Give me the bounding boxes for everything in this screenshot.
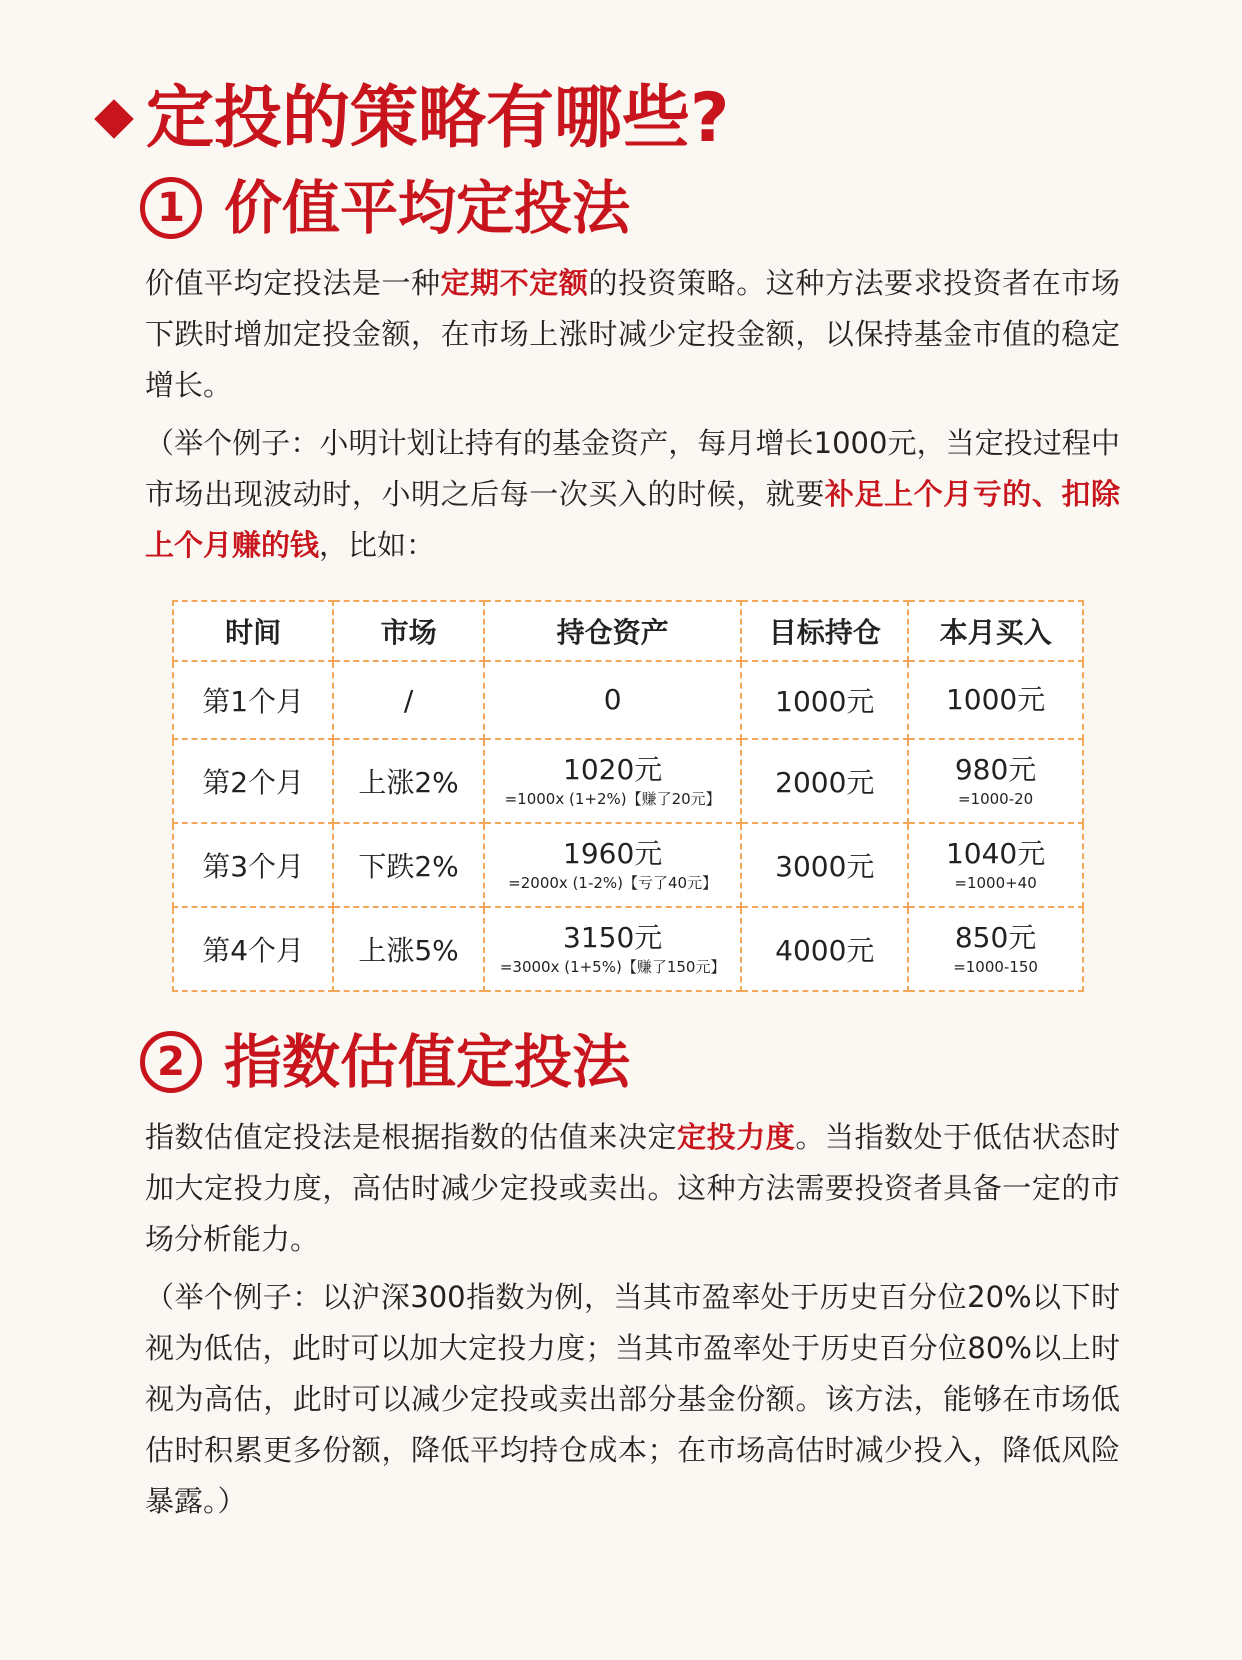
cell-time: 第3个月 <box>173 823 333 907</box>
cell-buy <box>908 823 1083 907</box>
section-2-example <box>145 1272 1120 1527</box>
buy-note: =1000+40 <box>954 874 1037 892</box>
section-1-example <box>145 418 1120 571</box>
buy-value: 980元 <box>954 753 1037 786</box>
page-title-text: 定投的策略有哪些? <box>146 79 730 158</box>
body-text: （举个例子：小明计划让持有的基金资产，每月增长1000元，当定投过程中市场出现波动时，小明之后每一次买入的时候，就要 <box>145 426 1120 511</box>
cell-target: 4000元 <box>741 907 908 991</box>
holding-note: =3000x (1+5%)【赚了150元】 <box>499 958 726 976</box>
cell-market: 下跌2% <box>333 823 484 907</box>
cell-target: 3000元 <box>741 823 908 907</box>
cell-time: 第1个月 <box>173 661 333 739</box>
buy-value: 1040元 <box>945 837 1046 870</box>
cell-market: / <box>333 661 484 739</box>
holding-value: 0 <box>603 683 622 716</box>
buy-note: =1000-150 <box>953 958 1038 976</box>
section-2-description <box>145 1112 1120 1265</box>
body-text: 。当指数处于低估状态时加大定投力度，高估时减少定投或卖出。这种方法需要投资者具备一定的市场分析能力。 <box>145 1120 1120 1256</box>
cell-holding <box>484 739 742 823</box>
section-1-title-text: 价值平均定投法 <box>224 174 631 242</box>
cell-time: 第4个月 <box>173 907 333 991</box>
value-averaging-table <box>172 600 1084 992</box>
body-text: 的投资策略。这种方法要求投资者在市场下跌时增加定投金额，在市场上涨时减少定投金额，以保持基金市值的稳定增长。 <box>145 266 1120 402</box>
body-text: 指数估值定投法是根据指数的估值来决定 <box>145 1120 678 1154</box>
header-buy: 本月买入 <box>908 601 1083 661</box>
header-holding: 持仓资产 <box>484 601 742 661</box>
page-title <box>94 74 729 164</box>
table-row <box>173 661 1083 739</box>
highlight-text: 定期不定额 <box>440 266 589 300</box>
cell-time: 第2个月 <box>173 739 333 823</box>
holding-value: 1960元 <box>563 837 663 870</box>
table-row <box>173 823 1083 907</box>
buy-value: 1000元 <box>945 683 1046 716</box>
body-text: ，比如： <box>319 528 436 562</box>
cell-holding <box>484 661 742 739</box>
header-market: 市场 <box>333 601 484 661</box>
section-2-title-text: 指数估值定投法 <box>224 1028 631 1096</box>
holding-note: =1000x (1+2%)【赚了20元】 <box>504 790 721 808</box>
highlight-text: 定投力度 <box>677 1120 796 1154</box>
buy-value: 850元 <box>954 921 1037 954</box>
body-text: 价值平均定投法是一种 <box>145 266 441 300</box>
cell-holding <box>484 823 742 907</box>
body-text: （举个例子：以沪深300指数为例，当其市盈率处于历史百分位20%以下时视为低估，此时可以加大定投力度；当其市盈率处于历史百分位80%以上时视为高估，此时可以减少定投或卖出部分基金份额。该方法，能够在市场低估时积累更多份额，降低平均持仓成本；在市场高估时减少投入，降低风险暴露。） <box>145 1280 1120 1518</box>
section-1-title <box>140 168 630 248</box>
highlight-text: 补足上个月亏的、扣除上个月赚的钱 <box>145 477 1120 562</box>
cell-market: 上涨2% <box>333 739 484 823</box>
cell-holding <box>484 907 742 991</box>
cell-buy <box>908 907 1083 991</box>
holding-value: 3150元 <box>563 921 663 954</box>
holding-note: =2000x (1-2%)【亏了40元】 <box>508 874 718 892</box>
buy-note: =1000-20 <box>957 790 1034 808</box>
section-1-number-badge: 1 <box>140 177 202 239</box>
cell-market: 上涨5% <box>333 907 484 991</box>
section-2-number-badge: 2 <box>140 1031 202 1093</box>
holding-value: 1020元 <box>563 753 663 786</box>
diamond-bullet-icon <box>94 99 134 139</box>
header-time: 时间 <box>173 601 333 661</box>
table-header-row <box>173 601 1083 661</box>
section-2-title <box>140 1022 630 1102</box>
table-row <box>173 739 1083 823</box>
cell-buy <box>908 661 1083 739</box>
cell-target: 1000元 <box>741 661 908 739</box>
header-target: 目标持仓 <box>741 601 908 661</box>
cell-buy <box>908 739 1083 823</box>
cell-target: 2000元 <box>741 739 908 823</box>
table-row <box>173 907 1083 991</box>
section-1-description <box>145 258 1120 411</box>
